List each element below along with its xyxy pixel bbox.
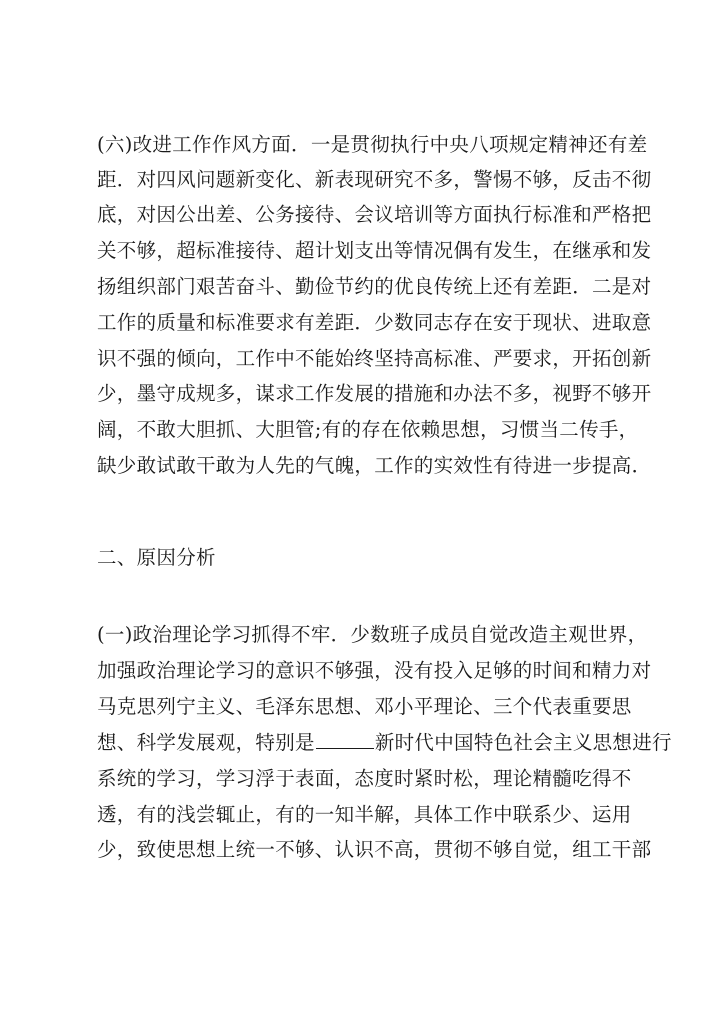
section-heading: 二、原因分析	[97, 546, 216, 569]
paragraph-2-line-4	[97, 728, 672, 758]
line-4-text-after-blank: 新时代中国特色社会主义思想进行	[374, 731, 672, 754]
paragraph-1-line-2: 距．对四风问题新变化、新表现研究不多，警惕不够，反击不彻	[97, 168, 652, 191]
paragraph-1-line-8: 少，墨守成规多，谋求工作发展的措施和办法不多，视野不够开	[97, 382, 652, 405]
paragraph-1-line-6: 工作的质量和标准要求有差距．少数同志存在安于现状、进取意	[97, 311, 652, 334]
paragraph-1-line-1: (六)改进工作作风方面．一是贯彻执行中央八项规定精神还有差	[97, 133, 648, 156]
line-4-text-before-blank: 想、科学发展观，特别是	[97, 731, 315, 754]
fill-in-blank	[316, 746, 374, 749]
paragraph-1-line-4: 关不够，超标准接待、超计划支出等情况偶有发生，在继承和发	[97, 239, 652, 262]
paragraph-1-line-10: 缺少敢试敢干敢为人先的气魄，工作的实效性有待进一步提高．	[97, 454, 652, 477]
paragraph-2-line-6: 透，有的浅尝辄止，有的一知半解，具体工作中联系少、运用	[97, 803, 632, 826]
paragraph-2-line-3: 马克思列宁主义、毛泽东思想、邓小平理论、三个代表重要思	[97, 695, 632, 718]
paragraph-2-line-7: 少，致使思想上统一不够、认识不高，贯彻不够自觉，组工干部	[97, 838, 652, 861]
paragraph-2-line-2: 加强政治理论学习的意识不够强，没有投入足够的时间和精力对	[97, 659, 652, 682]
paragraph-1-line-9: 阔，不敢大胆抓、大胆管;有的存在依赖思想，习惯当二传手，	[97, 418, 639, 441]
paragraph-1-line-5: 扬组织部门艰苦奋斗、勤俭节约的优良传统上还有差距．二是对	[97, 275, 652, 298]
paragraph-2-line-1: (一)政治理论学习抓得不牢．少数班子成员自觉改造主观世界，	[97, 623, 648, 646]
paragraph-2-line-5: 系统的学习，学习浮于表面，态度时紧时松，理论精髓吃得不	[97, 767, 632, 790]
paragraph-1-line-7: 识不强的倾向，工作中不能始终坚持高标准、严要求，开拓创新	[97, 347, 652, 370]
paragraph-1-line-3: 底，对因公出差、公务接待、会议培训等方面执行标准和严格把	[97, 203, 652, 226]
